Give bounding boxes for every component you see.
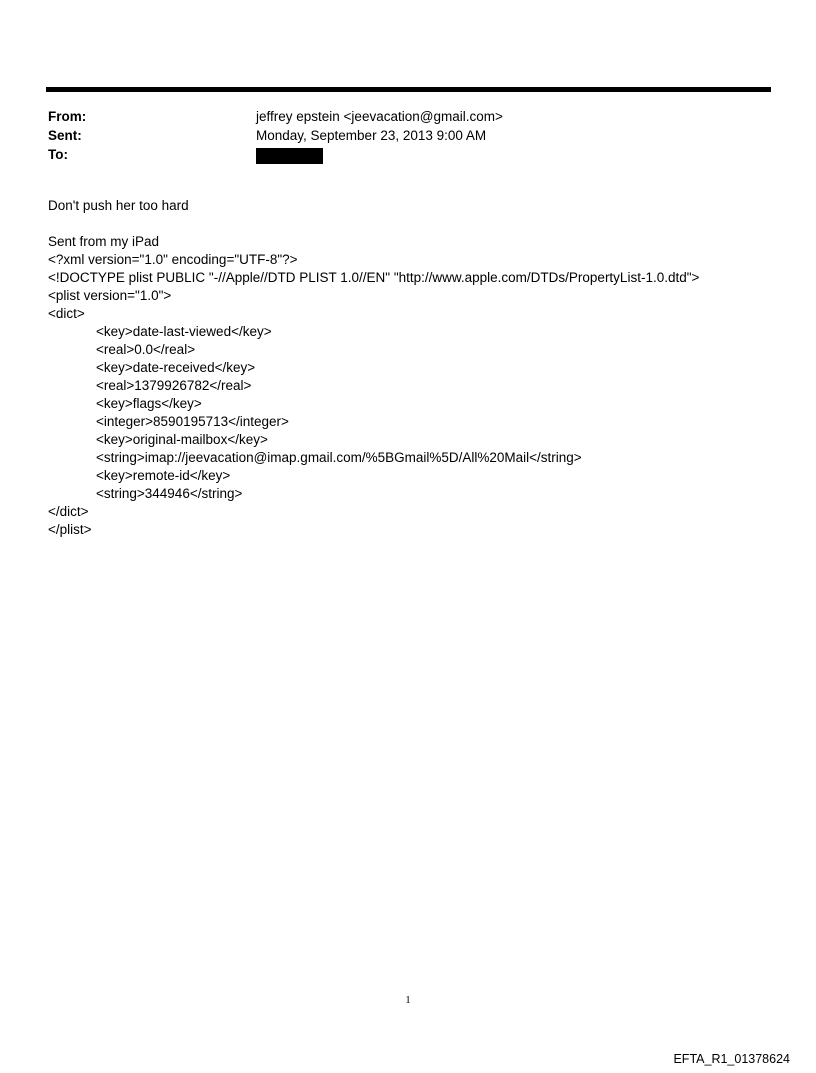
header-rule bbox=[46, 87, 771, 92]
xml-line: <integer>8590195713</integer> bbox=[96, 414, 289, 429]
xml-line: <real>0.0</real> bbox=[96, 342, 196, 357]
signature-text: Sent from my iPad bbox=[48, 234, 160, 249]
from-label: From: bbox=[48, 109, 87, 124]
sent-row bbox=[48, 126, 748, 145]
email-body bbox=[48, 197, 788, 539]
sent-label: Sent: bbox=[48, 128, 82, 143]
xml-line: <key>date-last-viewed</key> bbox=[96, 324, 272, 339]
xml-line: <dict> bbox=[48, 306, 85, 321]
xml-line: <string>344946</string> bbox=[96, 486, 243, 501]
xml-line: <key>flags</key> bbox=[96, 396, 202, 411]
xml-line: <key>original-mailbox</key> bbox=[96, 432, 268, 447]
xml-line: </dict> bbox=[48, 504, 89, 519]
xml-line: </plist> bbox=[48, 522, 92, 537]
to-label: To: bbox=[48, 147, 68, 162]
page-number: 1 bbox=[405, 994, 411, 1006]
xml-line: <string>imap://jeevacation@imap.gmail.com/%5BGmail%5D/All%20Mail</string> bbox=[96, 450, 582, 465]
bates-number: EFTA_R1_01378624 bbox=[673, 1052, 790, 1066]
email-header bbox=[48, 107, 748, 164]
xml-line: <plist version="1.0"> bbox=[48, 288, 172, 303]
xml-line: <real>1379926782</real> bbox=[96, 378, 252, 393]
from-value: jeffrey epstein <jeevacation@gmail.com> bbox=[256, 109, 503, 124]
xml-line: <?xml version="1.0" encoding="UTF-8"?> bbox=[48, 252, 298, 267]
xml-line: <key>remote-id</key> bbox=[96, 468, 231, 483]
sent-value: Monday, September 23, 2013 9:00 AM bbox=[256, 128, 487, 143]
message-text: Don't push her too hard bbox=[48, 198, 189, 213]
redaction-box bbox=[256, 148, 323, 164]
from-row bbox=[48, 107, 748, 126]
xml-line: <key>date-received</key> bbox=[96, 360, 256, 375]
to-row bbox=[48, 145, 748, 164]
xml-line: <!DOCTYPE plist PUBLIC "-//Apple//DTD PLIST 1.0//EN" "http://www.apple.com/DTDs/PropertyList-1.0.dtd"> bbox=[48, 270, 700, 285]
